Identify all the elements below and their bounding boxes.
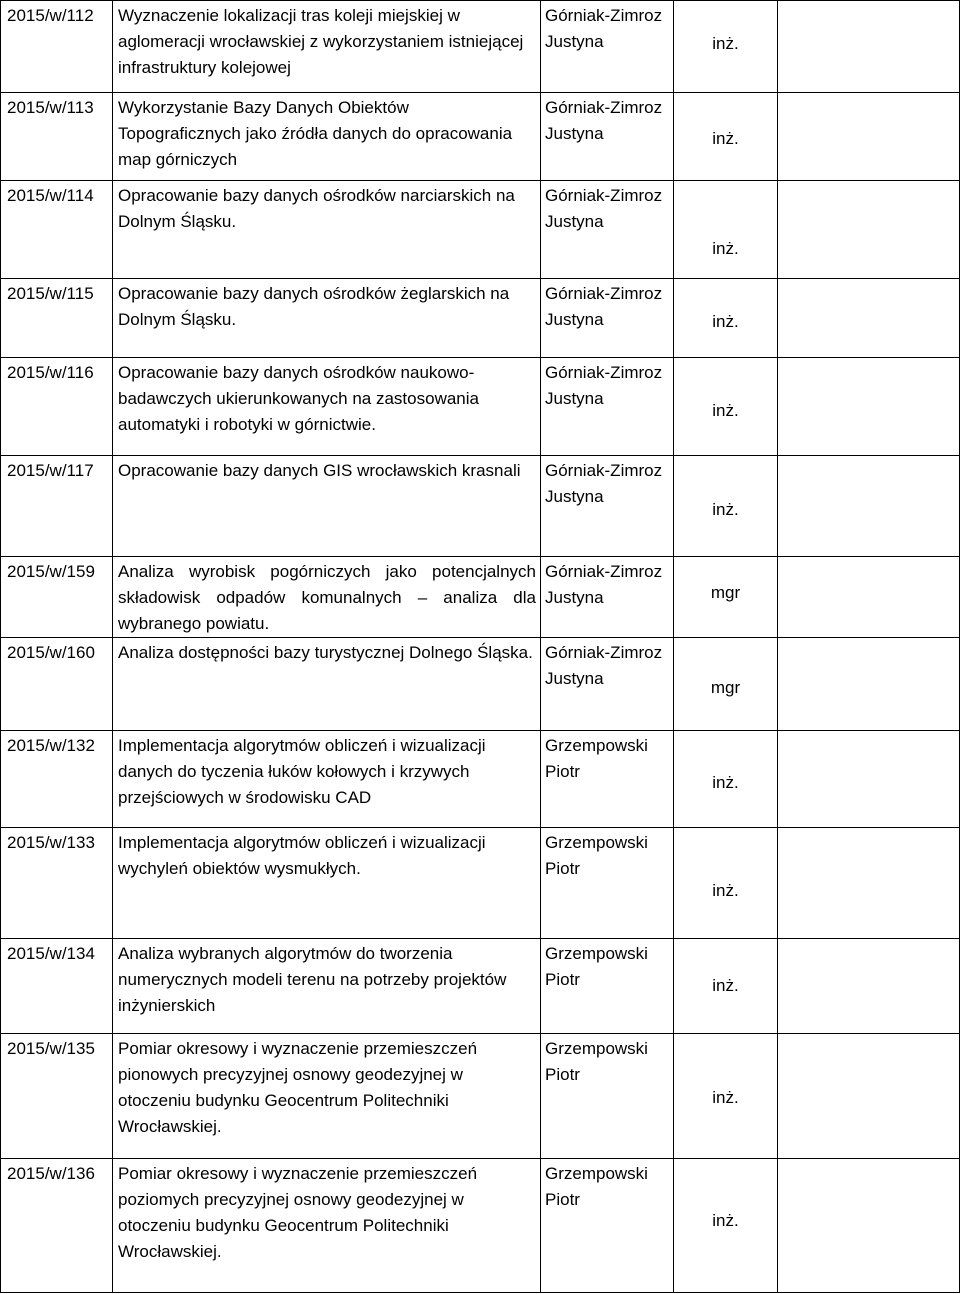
empty-cell (778, 731, 960, 828)
thesis-title: Opracowanie bazy danych ośrodków żeglarskich na Dolnym Śląsku. (113, 279, 541, 358)
supervisor (541, 456, 674, 557)
supervisor-surname: Górniak-Zimroz (545, 98, 663, 117)
degree (674, 1, 778, 93)
thesis-id: 2015/w/133 (1, 828, 113, 939)
supervisor-name: Piotr (545, 762, 580, 781)
degree (674, 279, 778, 358)
supervisor-surname: Górniak-Zimroz (545, 643, 663, 662)
supervisor (541, 1, 674, 93)
supervisor-surname: Górniak-Zimroz (545, 6, 663, 25)
table-row (1, 93, 960, 181)
thesis-title: Implementacja algorytmów obliczeń i wizualizacji danych do tyczenia łuków kołowych i krzywych przejściowych w środowisku CAD (113, 731, 541, 828)
supervisor-surname: Grzempowski (545, 1164, 648, 1183)
table-row (1, 1034, 960, 1159)
table-row (1, 731, 960, 828)
supervisor (541, 731, 674, 828)
table-row (1, 1159, 960, 1293)
degree (674, 1159, 778, 1293)
supervisor-surname: Górniak-Zimroz (545, 363, 663, 382)
degree-label: mgr (710, 583, 741, 602)
thesis-title: Wyznaczenie lokalizacji tras koleji miejskiej w aglomeracji wrocławskiej z wykorzystaniem istniejącej infrastruktury kolejowej (113, 1, 541, 93)
supervisor-name: Justyna (545, 310, 604, 329)
thesis-title: Opracowanie bazy danych ośrodków naukowo-badawczych ukierunkowanych na zastosowania automatyki i robotyki w górnictwie. (113, 358, 541, 456)
table-row (1, 358, 960, 456)
thesis-id: 2015/w/135 (1, 1034, 113, 1159)
supervisor-surname: Grzempowski (545, 736, 648, 755)
supervisor-name: Justyna (545, 124, 604, 143)
supervisor-name: Piotr (545, 1190, 580, 1209)
thesis-title: Analiza wyrobisk pogórniczych jako potencjalnych składowisk odpadów komunalnych – analiza dla wybranego powiatu. (113, 557, 541, 638)
degree-label: inż. (712, 238, 739, 258)
thesis-title: Analiza dostępności bazy turystycznej Dolnego Śląska. (113, 638, 541, 731)
thesis-id: 2015/w/113 (1, 93, 113, 181)
empty-cell (778, 638, 960, 731)
supervisor-name: Piotr (545, 859, 580, 878)
supervisor-name: Piotr (545, 1065, 580, 1084)
thesis-title: Pomiar okresowy i wyznaczenie przemieszczeń pionowych precyzyjnej osnowy geodezyjnej w otoczeniu budynku Geocentrum Politechniki Wrocławskiej. (113, 1034, 541, 1159)
empty-cell (778, 557, 960, 638)
degree-label: inż. (712, 773, 739, 792)
supervisor-name: Justyna (545, 389, 604, 408)
empty-cell (778, 1, 960, 93)
supervisor-name: Justyna (545, 32, 604, 51)
thesis-title: Wykorzystanie Bazy Danych Obiektów Topograficznych jako źródła danych do opracowania map górniczych (113, 93, 541, 181)
supervisor-surname: Górniak-Zimroz (545, 461, 663, 480)
thesis-id: 2015/w/160 (1, 638, 113, 731)
supervisor-surname: Górniak-Zimroz (545, 562, 663, 581)
degree (674, 456, 778, 557)
degree-label: mgr (710, 678, 741, 697)
table-row (1, 279, 960, 358)
supervisor-name: Justyna (545, 212, 604, 231)
degree-label: inż. (712, 128, 739, 148)
degree-label: inż. (712, 312, 739, 331)
supervisor (541, 557, 674, 638)
degree-label: inż. (712, 881, 739, 900)
thesis-title: Opracowanie bazy danych ośrodków narciarskich na Dolnym Śląsku. (113, 181, 541, 279)
table-row (1, 1, 960, 93)
supervisor (541, 1034, 674, 1159)
supervisor (541, 939, 674, 1034)
degree-label: inż. (712, 500, 739, 519)
empty-cell (778, 1034, 960, 1159)
supervisor (541, 279, 674, 358)
degree (674, 93, 778, 181)
empty-cell (778, 456, 960, 557)
supervisor (541, 1159, 674, 1293)
empty-cell (778, 358, 960, 456)
thesis-id: 2015/w/132 (1, 731, 113, 828)
table-row (1, 181, 960, 279)
supervisor-name: Justyna (545, 487, 604, 506)
supervisor-surname: Górniak-Zimroz (545, 186, 663, 205)
supervisor (541, 93, 674, 181)
degree (674, 181, 778, 279)
table-row (1, 557, 960, 638)
supervisor-surname: Grzempowski (545, 833, 648, 852)
supervisor (541, 358, 674, 456)
supervisor (541, 638, 674, 731)
thesis-id: 2015/w/134 (1, 939, 113, 1034)
thesis-title: Opracowanie bazy danych GIS wrocławskich krasnali (113, 456, 541, 557)
supervisor (541, 181, 674, 279)
table-row (1, 456, 960, 557)
supervisor-name: Justyna (545, 669, 604, 688)
degree-label: inż. (712, 1088, 739, 1107)
degree (674, 731, 778, 828)
degree (674, 557, 778, 638)
supervisor-surname: Grzempowski (545, 944, 648, 963)
thesis-id: 2015/w/117 (1, 456, 113, 557)
degree (674, 939, 778, 1034)
table-row (1, 939, 960, 1034)
degree-label: inż. (712, 1210, 739, 1230)
thesis-id: 2015/w/114 (1, 181, 113, 279)
degree (674, 358, 778, 456)
degree (674, 638, 778, 731)
degree-label: inż. (712, 33, 739, 53)
empty-cell (778, 939, 960, 1034)
supervisor-surname: Górniak-Zimroz (545, 284, 663, 303)
thesis-id: 2015/w/112 (1, 1, 113, 93)
thesis-title: Implementacja algorytmów obliczeń i wizualizacji wychyleń obiektów wysmukłych. (113, 828, 541, 939)
thesis-id: 2015/w/115 (1, 279, 113, 358)
degree (674, 1034, 778, 1159)
thesis-title: Pomiar okresowy i wyznaczenie przemieszczeń poziomych precyzyjnej osnowy geodezyjnej w otoczeniu budynku Geocentrum Politechniki Wrocławskiej. (113, 1159, 541, 1293)
empty-cell (778, 279, 960, 358)
thesis-id: 2015/w/136 (1, 1159, 113, 1293)
supervisor-name: Piotr (545, 970, 580, 989)
supervisor (541, 828, 674, 939)
table-row (1, 828, 960, 939)
degree-label: inż. (712, 400, 739, 420)
table-row (1, 638, 960, 731)
empty-cell (778, 828, 960, 939)
thesis-id: 2015/w/159 (1, 557, 113, 638)
supervisor-surname: Grzempowski (545, 1039, 648, 1058)
degree (674, 828, 778, 939)
thesis-id: 2015/w/116 (1, 358, 113, 456)
thesis-title: Analiza wybranych algorytmów do tworzenia numerycznych modeli terenu na potrzeby projektów inżynierskich (113, 939, 541, 1034)
degree-label: inż. (712, 976, 739, 995)
empty-cell (778, 93, 960, 181)
empty-cell (778, 1159, 960, 1293)
supervisor-name: Justyna (545, 588, 604, 607)
empty-cell (778, 181, 960, 279)
